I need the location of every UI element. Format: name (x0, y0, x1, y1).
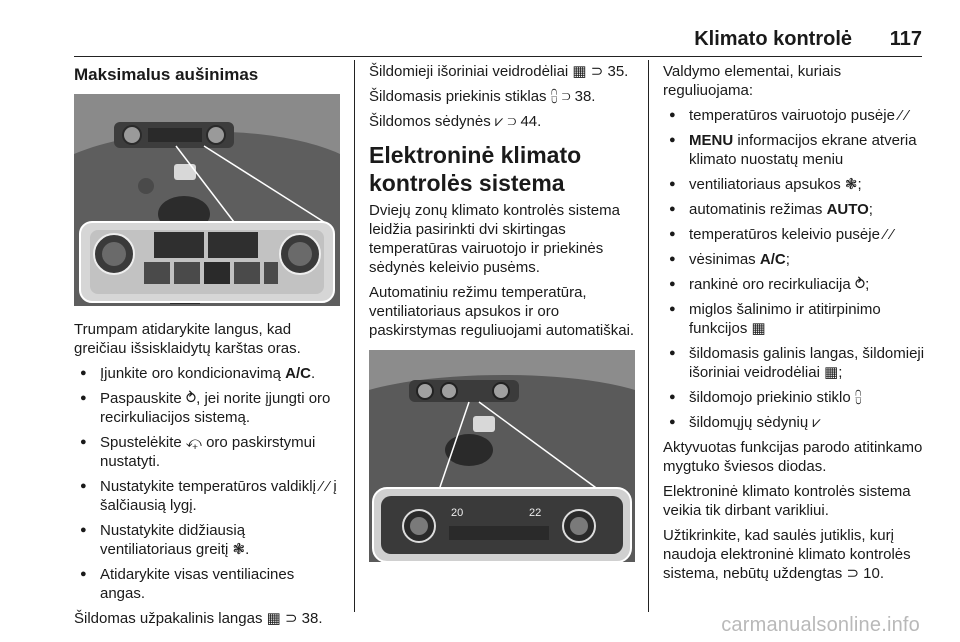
header-divider (74, 56, 922, 57)
left-temp-readout: 20 (451, 507, 464, 519)
controls-list (663, 106, 925, 432)
seat-heating-reference: Šildomos sėdynės ⩗ ⊃ 44. (369, 113, 542, 130)
climate-panel-illustration (74, 94, 340, 306)
page-number: 117 (889, 28, 922, 50)
dual-zone-paragraph: Dviejų zonų klimato kontrolės sistema leidžia pasirinkti dvi skirtingas temperatūras vairuotojo ir priekinės sėdynės keleivio pusėms. (369, 202, 620, 276)
list-item: ● šildomasis galinis langas, šildomieji išoriniai veidrodėliai ▦; (663, 344, 925, 382)
engine-running-paragraph: Elektroninė klimato kontrolės sistema veikia tik dirbant varikliui. (663, 483, 911, 519)
mirror-heating-reference: Šildomieji išoriniai veidrodėliai ▦ ⊃ 35. (369, 63, 629, 80)
section-heading-electronic-climate: Elektroninė klimato kontrolės sistema (369, 142, 582, 196)
windscreen-heating-reference: Šildomasis priekinis stiklas ⩉ ⊃ 38. (369, 88, 596, 105)
list-item: ● temperatūros keleivio pusėje ⁄ ⁄ (663, 225, 925, 244)
list-item: ● Spustelėkite ⤽ oro paskirstymui nustatyti. (74, 433, 340, 471)
column-1 (74, 62, 340, 634)
intro-paragraph: Trumpam atidarykite langus, kad greičiau išsisklaidytų karštas oras. (74, 321, 301, 357)
list-item: ● MENU informacijos ekrane atveria klimato nuostatų meniu (663, 131, 925, 169)
section-heading-max-cooling: Maksimalus aušinimas (74, 65, 259, 84)
right-temp-readout: 22 (529, 507, 542, 519)
led-indicator-paragraph: Aktyvuotas funkcijas parodo atitinkamo mygtuko šviesos diodas. (663, 439, 923, 475)
rear-window-reference: Šildomas užpakalinis langas ▦ ⊃ 38. (74, 610, 323, 627)
list-item: ● Atidarykite visas ventiliacines angas. (74, 565, 340, 603)
list-item: ● miglos šalinimo ir atitirpinimo funkcijos ▦ (663, 300, 925, 338)
climate-panel-photo (74, 94, 340, 306)
page-header (0, 28, 960, 58)
column-divider-2 (648, 60, 649, 612)
list-item: ● šildomojo priekinio stiklo ⩉ (663, 388, 925, 407)
controls-intro: Valdymo elementai, kuriais reguliuojama: (663, 63, 842, 99)
page-title: Klimato kontrolė (694, 28, 852, 50)
list-item: ● ventiliatoriaus apsukos ❃; (663, 175, 925, 194)
list-item: ● Nustatykite didžiausią ventiliatoriaus greitį ❃. (74, 521, 340, 559)
list-item: ● automatinis režimas AUTO; (663, 200, 925, 219)
list-item: ● Nustatykite temperatūros valdiklį ⁄ ⁄ į šalčiausią lygį. (74, 477, 340, 515)
column-2 (369, 62, 635, 576)
list-item: ● Paspauskite ⥁, jei norite įjungti oro recirkuliacijos sistemą. (74, 389, 340, 427)
watermark-brand: carmanualsonline.info (721, 614, 920, 636)
list-item: ● Įjunkite oro kondicionavimą A/C. (74, 364, 340, 383)
list-item: ● šildomųjų sėdynių ⩗ (663, 413, 925, 432)
sun-sensor-paragraph: Užtikrinkite, kad saulės jutiklis, kurį naudoja elektroninė klimato kontrolės sistema, nebūtų uždengtas ⊃ 10. (663, 527, 911, 582)
max-cooling-steps (74, 364, 340, 603)
list-item: ● rankinė oro recirkuliacija ⥁; (663, 275, 925, 294)
auto-mode-paragraph: Automatiniu režimu temperatūra, ventiliatoriaus apsukos ir oro paskirstymas reguliuojami automatiškai. (369, 284, 635, 339)
column-3 (663, 62, 925, 589)
electronic-climate-illustration (369, 350, 635, 562)
list-item: ● vėsinimas A/C; (663, 250, 925, 269)
electronic-climate-photo (369, 350, 635, 562)
column-divider-1 (354, 60, 355, 612)
list-item: ● temperatūros vairuotojo pusėje ⁄ ⁄ (663, 106, 925, 125)
